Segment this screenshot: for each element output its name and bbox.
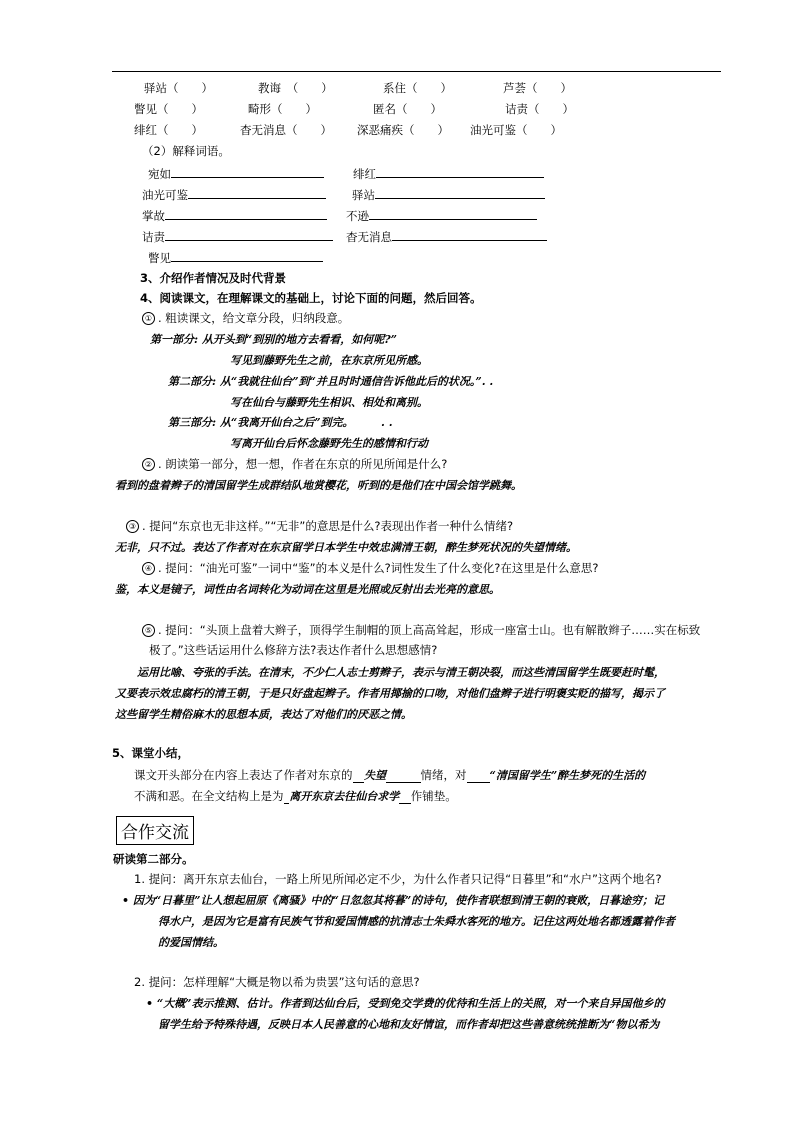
answer-4: 鉴，本义是镜子，词性由名词转化为动词在这里是光照或反射出去光亮的意思。 (115, 583, 500, 596)
summary-line-1: 课文开头部分在内容上表达了作者对东京的 失望 情绪，对 “清国留学生”醉生梦死的生活的 (134, 768, 646, 782)
explain-title: （2）解释词语。 (142, 144, 230, 158)
vocab-item: 芦荟（ ） (503, 81, 572, 95)
vocab-item: 深恶痛疾（ ） (357, 123, 449, 137)
term-line: 瞥见 (148, 249, 323, 266)
part-1-desc: 写见到藤野先生之前，在东京所见所感。 (230, 354, 428, 367)
vocab-item: 系住（ ） (383, 81, 452, 95)
coop-answer-1-line: • 因为“日暮里”让人想起屈原《离骚》中的“日忽忽其将暮”的诗句，使作者联想到清王朝的衰败，日暮途穷；记 (122, 894, 665, 907)
question-2: ② . 朗读第一部分，想一想，作者在东京的所见所闻是什么? (142, 456, 447, 472)
summary-line-2: 不满和恶。在全文结构上是为 离开东京去往仙台求学 作铺垫。 (134, 789, 457, 803)
term-line: 杳无消息 (346, 228, 547, 245)
fill-blank: 离开东京去往仙台求学 (289, 790, 400, 803)
header-rule (112, 71, 721, 72)
question-4: ④ . 提问：“油光可鉴”一词中“鉴”的本义是什么?词性发生了什么变化?在这里是什么意思? (142, 560, 598, 576)
section-3-title: 3、介绍作者情况及时代背景 (140, 271, 287, 285)
answer-2: 看到的盘着辫子的清国留学生成群结队地赏樱花，听到的是他们在中国会馆学跳舞。 (115, 479, 522, 492)
part-2-desc: 写在仙台与藤野先生相识、相处和离别。 (230, 396, 428, 409)
coop-subtitle: 研读第二部分。 (113, 852, 194, 866)
section-5-title: 5、课堂小结， (112, 746, 190, 760)
question-5: ⑤ . 提问：“头顶上盘着大辫子，顶得学生制帽的顶上高高耸起，形成一座富士山。也有解散辫子……实在标致 (142, 622, 700, 638)
term-line: 绯红 (353, 165, 544, 182)
answer-5-line: 这些留学生精俗麻木的思想本质，表达了对他们的厌恶之情。 (115, 708, 412, 721)
fill-blank: 失望 (364, 769, 386, 782)
vocab-item: 匿名（ ） (373, 102, 442, 116)
vocab-item: 教诲 （ ） (258, 81, 333, 95)
term-line: 驿站 (352, 186, 545, 203)
vocab-item: 瞥见（ ） (134, 102, 203, 116)
fill-blank: “清国留学生”醉生梦死的生活的 (489, 769, 646, 782)
coop-answer-1-line: 得水户，是因为它是富有民族气节和爱国情感的抗清志士朱舜水客死的地方。记住这两处地名都透露着作者 (158, 915, 675, 928)
answer-5-line: 运用比喻、夸张的手法。在清末，不少仁人志士剪辫子，表示与清王朝决裂，而这些清国留学生既要赶时髦， (137, 666, 665, 679)
part-3-desc: 写离开仙台后怀念藤野先生的感情和行动 (230, 437, 428, 450)
term-line: 油光可鉴 (142, 186, 326, 203)
term-line: 诘责 (142, 228, 333, 245)
part-2-head: 第二部分: 从“我就往仙台”到“并且时时通信告诉他此后的状况。”. . (168, 375, 494, 388)
question-3: ③ . 提问“东京也无非这样。”“无非”的意思是什么?表现出作者一种什么情绪? (126, 518, 513, 534)
answer-3: 无非，只不过。表达了作者对在东京留学日本学生中效忠满清王朝，醉生梦死状况的失望情绪。 (115, 541, 577, 554)
question-1: ① . 粗读课文，给文章分段，归纳段意。 (142, 310, 349, 326)
term-line: 不逊 (346, 207, 537, 224)
coop-answer-1-line: 的爱国情结。 (158, 936, 224, 949)
number-2-icon: ② (142, 458, 155, 471)
number-1-icon: ① (142, 312, 155, 325)
question-5-cont: 极了。”这些话运用什么修辞方法?表达作者什么思想感情? (149, 643, 438, 657)
part-1-head: 第一部分: 从开头到“到别的地方去看看，如何呢?” (150, 333, 397, 346)
term-line: 掌故 (142, 207, 327, 224)
coop-question-1: 1. 提问：离开东京去仙台，一路上所见所闻必定不少，为什么作者只记得“日暮里”和“水户”这两个地名? (134, 872, 662, 886)
vocab-item: 驿站（ ） (144, 81, 213, 95)
term-line: 宛如 (148, 165, 324, 182)
vocab-item: 畸形（ ） (248, 102, 317, 116)
vocab-item: 杳无消息（ ） (240, 123, 332, 137)
vocab-item: 油光可鉴（ ） (470, 123, 562, 137)
part-3-head: 第三部分: 从“我离开仙台之后”到完。 . . (168, 416, 393, 429)
coop-answer-2-line: 留学生给予特殊待遇，反映日本人民善意的心地和友好情谊，而作者却把这些善意统统推断为“物以希为 (158, 1018, 660, 1031)
coop-heading-box: 合作交流 (116, 816, 194, 845)
answer-5-line: 又要表示效忠腐朽的清王朝，于是只好盘起辫子。作者用揶揄的口吻，对他们盘辫子进行明褒实贬的描写，揭示了 (115, 687, 665, 700)
vocab-item: 绯红（ ） (134, 123, 203, 137)
number-3-icon: ③ (126, 520, 139, 533)
vocab-item: 诘责（ ） (505, 102, 574, 116)
number-5-icon: ⑤ (142, 624, 155, 637)
section-4-title: 4、阅读课文，在理解课文的基础上，讨论下面的问题，然后回答。 (140, 291, 482, 305)
coop-question-2: 2. 提问：怎样理解“大概是物以希为贵罢”这句话的意思? (134, 975, 420, 989)
number-4-icon: ④ (142, 562, 155, 575)
coop-answer-2-line: • “大概”表示推测、估计。作者到达仙台后，受到免交学费的优待和生活上的关照，对一个来自异国他乡的 (146, 997, 665, 1010)
